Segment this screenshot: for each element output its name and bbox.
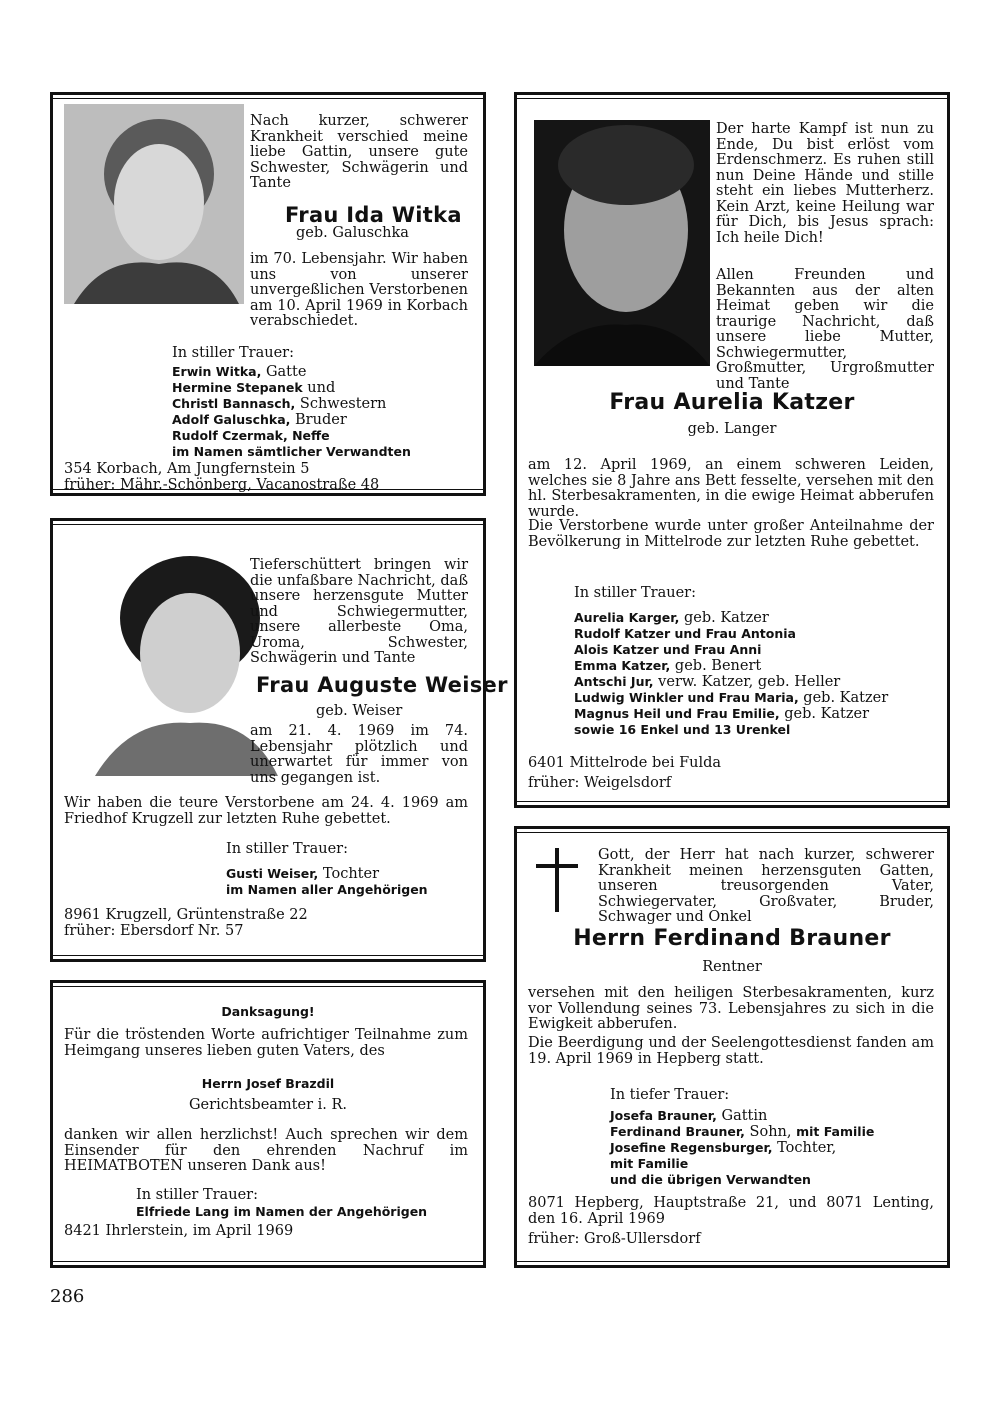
- former-address: früher: Mähr.-Schönberg, Vacanostraße 48: [64, 477, 380, 493]
- intro-text: Tieferschüttert bringen wir die unfaßbare Nachricht, daß unsere herzensgute Mutter und Schwiegermutter, unsere allerbeste Oma, Uroma, Schwester, Schwägerin und Tante: [250, 557, 469, 666]
- mourner-relation: Gatte: [261, 364, 307, 380]
- mourner-relation: Tochter: [318, 866, 379, 882]
- mourner-extra: mit Familie: [796, 1124, 875, 1139]
- deceased-name: Frau Ida Witka: [285, 203, 462, 227]
- deceased-title: Rentner: [702, 959, 762, 975]
- mourner-name: Alois Katzer und Frau Anni: [574, 642, 762, 657]
- intro-text: Für die tröstenden Worte aufrichtiger Teilnahme zum Heimgang unseres lieben guten Vaters, des: [64, 1027, 468, 1059]
- mourner-name: Adolf Galuschka,: [172, 412, 291, 427]
- death-text: versehen mit den heiligen Sterbesakramenten, kurz vor Vollendung seines 73. Lebensjahres zu sich in die Ewigkeit abberufen.: [528, 985, 934, 1032]
- mourner-relation: Sohn,: [744, 1124, 797, 1140]
- deceased-title: Gerichtsbeamter i. R.: [188, 1097, 348, 1113]
- mourner-line: [172, 396, 386, 413]
- deceased-name: Herrn Josef Brazdil: [201, 1076, 335, 1091]
- intro-text: Gott, der Herr hat nach kurzer, schwerer Krankheit meinen herzensguten Gatten, unseren treusorgenden Vater, Schwiegervater, Großvater, Bruder, Schwager und Onkel: [598, 847, 934, 925]
- thanks-heading: Danksagung!: [221, 1004, 315, 1019]
- mourning-heading: In stiller Trauer:: [226, 841, 348, 857]
- obituary-weiser: [50, 518, 508, 962]
- burial-text: Die Verstorbene wurde unter großer Anteilnahme der Bevölkerung in Mittelrode zur letzten Ruhe gebettet.: [528, 518, 934, 550]
- maiden-name: geb. Langer: [687, 421, 777, 437]
- page-number: 286: [50, 1286, 85, 1307]
- death-text: im 70. Lebensjahr. Wir haben uns von unserer unvergeßlichen Verstorbenen am 10. April 1969 in Korbach verabschiedet.: [250, 251, 468, 329]
- mourner-name: Erwin Witka,: [172, 364, 262, 379]
- address: 8421 Ihrlerstein, im April 1969: [64, 1223, 294, 1239]
- mourner-name: sowie 16 Enkel und 13 Urenkel: [574, 722, 791, 737]
- mourner-name: Hermine Stepanek: [172, 380, 303, 395]
- mourner-line: [610, 1124, 874, 1141]
- mourner-relation: geb. Katzer: [679, 610, 769, 626]
- mourner-relation: Tochter,: [772, 1140, 837, 1156]
- mourner-relation: geb. Benert: [670, 658, 762, 674]
- mourner-relation: geb. Katzer: [779, 706, 870, 722]
- obituary-brauner: [514, 826, 950, 1268]
- mourner-relation: verw. Katzer, geb. Heller: [653, 674, 841, 690]
- poem-text: Der harte Kampf ist nun zu Ende, Du bist erlöst vom Erdenschmerz. Es ruhen still nun Deine Hände und stille steht ein liebes Mutterherz. Kein Arzt, keine Heilung war für Dich, bis Jesus sprach: Ich heile Dich!: [716, 121, 934, 246]
- mourner-name: im Namen aller Angehörigen: [226, 882, 428, 897]
- burial-text: Die Beerdigung und der Seelengottesdienst fanden am 19. April 1969 in Hepberg statt.: [528, 1035, 934, 1067]
- portrait-photo: [534, 120, 710, 366]
- mourner-line: [574, 610, 769, 627]
- mourning-heading: In stiller Trauer:: [172, 345, 294, 361]
- address: 354 Korbach, Am Jungfernstein 5: [64, 461, 310, 477]
- mourner-line: [574, 674, 840, 691]
- mourner-line: [172, 380, 335, 397]
- deceased-name: Frau Auguste Weiser: [256, 673, 508, 697]
- former-address: früher: Groß-Ullersdorf: [528, 1231, 701, 1247]
- thanks-brazdil: [50, 980, 486, 1268]
- mourner-line: [574, 706, 869, 723]
- mourner-name: im Namen sämtlicher Verwandten: [172, 444, 411, 459]
- deceased-name: Herrn Ferdinand Brauner: [573, 926, 891, 951]
- mourner-name: Magnus Heil und Frau Emilie,: [574, 706, 780, 721]
- mourner-relation: Schwestern: [295, 396, 387, 412]
- mourner-name: Christl Bannasch,: [172, 396, 296, 411]
- mourner-relation: und: [302, 380, 336, 396]
- mourner-relation: Gattin: [716, 1108, 768, 1124]
- mourner-line: [226, 866, 379, 883]
- mourner-line: [610, 1140, 836, 1157]
- mourner-name: Aurelia Karger,: [574, 610, 680, 625]
- mourner-name: Emma Katzer,: [574, 658, 671, 673]
- mourning-heading: In stiller Trauer:: [574, 585, 696, 601]
- intro-text: Allen Freunden und Bekannten aus der alten Heimat geben wir die traurige Nachricht, daß unsere liebe Mutter, Schwiegermutter, Großmutter, Urgroßmutter und Tante: [716, 267, 934, 392]
- mourner-name: Ludwig Winkler und Frau Maria,: [574, 690, 799, 705]
- intro-text: Nach kurzer, schwerer Krankheit verschied meine liebe Gattin, unsere gute Schwester, Schwägerin und Tante: [250, 113, 468, 191]
- mourner-name: Rudolf Katzer und Frau Antonia: [574, 626, 796, 641]
- deceased-name: Frau Aurelia Katzer: [609, 390, 855, 415]
- mourner-line: [610, 1108, 767, 1125]
- maiden-name: geb. Galuschka: [296, 225, 409, 241]
- mourner-relation: Bruder: [290, 412, 347, 428]
- obituary-katzer: [514, 92, 950, 808]
- death-text: am 12. April 1969, an einem schweren Leiden, welches sie 8 Jahre ans Bett fesselte, versehen mit den hl. Sterbesakramenten, in die ewige Heimat abberufen wurde.: [528, 457, 934, 520]
- maiden-name: geb. Weiser: [316, 703, 403, 719]
- mourner-name: Rudolf Czermak, Neffe: [172, 428, 330, 443]
- mourner-line: [172, 412, 347, 429]
- thanks-text: danken wir allen herzlichst! Auch sprechen wir dem Einsender für den ehrenden Nachruf im HEIMATBOTEN unseren Dank aus!: [64, 1127, 468, 1174]
- mourner-name: Josefa Brauner,: [610, 1108, 717, 1123]
- mourner-line: [574, 658, 761, 675]
- address: 6401 Mittelrode bei Fulda: [528, 755, 722, 771]
- death-text: am 21. 4. 1969 im 74. Lebensjahr plötzlich und unerwartet für immer von uns gegangen ist.: [250, 723, 468, 786]
- mourner-name: Gusti Weiser,: [226, 866, 319, 881]
- mourner-name: und die übrigen Verwandten: [610, 1172, 811, 1187]
- mourner-name: mit Familie: [610, 1156, 689, 1171]
- cross-icon: [536, 848, 578, 912]
- mourner-name: Josefine Regensburger,: [610, 1140, 773, 1155]
- mourner-line: [172, 364, 306, 381]
- address: 8961 Krugzell, Grüntenstraße 22: [64, 907, 308, 923]
- burial-text: Wir haben die teure Verstorbene am 24. 4. 1969 am Friedhof Krugzell zur letzten Ruhe gebettet.: [64, 795, 468, 827]
- mourner-name: Elfriede Lang im Namen der Angehörigen: [136, 1204, 428, 1219]
- obituary-witka: [50, 92, 486, 496]
- mourning-heading: In stiller Trauer:: [136, 1187, 258, 1203]
- address: 8071 Hepberg, Hauptstraße 21, und 8071 Lenting, den 16. April 1969: [528, 1195, 934, 1227]
- mourner-name: Antschi Jur,: [574, 674, 654, 689]
- former-address: früher: Weigelsdorf: [528, 775, 672, 791]
- portrait-photo: [64, 104, 244, 304]
- former-address: früher: Ebersdorf Nr. 57: [64, 923, 244, 939]
- mourner-name: Ferdinand Brauner,: [610, 1124, 745, 1139]
- mourning-heading: In tiefer Trauer:: [610, 1087, 730, 1103]
- mourner-relation: geb. Katzer: [798, 690, 889, 706]
- mourner-line: [574, 690, 888, 707]
